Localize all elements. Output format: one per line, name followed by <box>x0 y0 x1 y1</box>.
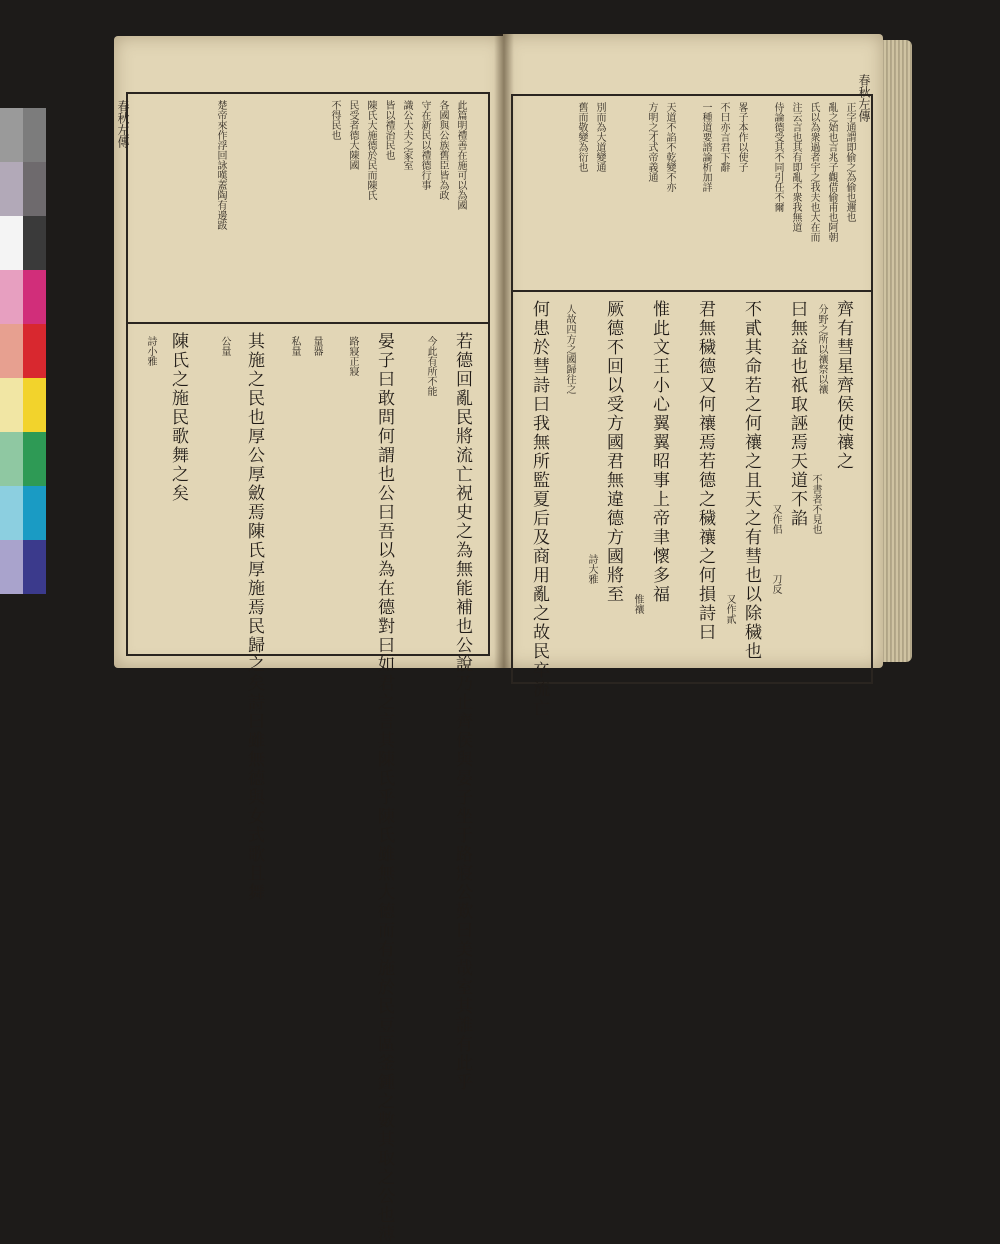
right-upper-col-9: 天道不諂不乾變不亦 <box>664 102 675 192</box>
book-gutter <box>494 34 514 668</box>
right-page-divider <box>511 290 873 292</box>
right-upper-col-12: 舊而敬變為衍也 <box>576 102 587 172</box>
right-lower-col-1: 齊有彗星齊侯使禳之 <box>833 300 853 471</box>
right-upper-col-5: 侍論德受其不同引任不爾 <box>772 102 783 212</box>
right-upper-col-11: 別而為大道變通 <box>594 102 605 172</box>
color-swatch <box>23 540 46 594</box>
right-lower-col-3: 不貳其命若之何禳之且天之有彗也以除穢也 <box>741 300 761 661</box>
left-upper-col-6: 陳氏大施德於民而陳氏 <box>365 100 376 200</box>
color-swatch <box>0 432 23 486</box>
left-lower-col-2: 晏子曰敢問何謂也公曰吾以為在德對曰如君之言其陳氏乎陳氏雖無大德而有施於民豆區釜鍾之數其取之公也薄 <box>374 332 394 1244</box>
color-swatch <box>23 378 46 432</box>
color-swatch <box>23 432 46 486</box>
color-calibration-strip <box>0 108 46 594</box>
right-lower-note-7: 詩大雅 <box>586 554 597 584</box>
color-swatch <box>0 324 23 378</box>
color-swatch <box>0 540 23 594</box>
right-lower-note-8: 人故四方之國歸往之 <box>564 304 575 394</box>
left-lower-note-6: 詩小雅 <box>145 336 156 366</box>
left-lower-col-1: 若德回亂民將流亡祝史之為無能補也公說乃止齊侯與晏子坐于路寢公歎曰美哉室其誰有此乎 <box>452 332 472 1092</box>
right-upper-col-3: 氏以為衆過者宇之我夫也大在而 <box>808 102 819 242</box>
color-swatch <box>0 162 23 216</box>
left-page <box>114 36 504 1244</box>
right-upper-col-2: 亂之始也言兆子觀借偷甫也阿朝 <box>826 102 837 242</box>
right-upper-col-8: 一種道要諮論析加詳 <box>700 102 711 192</box>
right-lower-note-5: 又作貳 <box>724 594 735 624</box>
right-upper-col-4: 注云言也其有即亂不衆我無道 <box>790 102 801 232</box>
right-upper-col-6: 畧子本作以使子 <box>736 102 747 172</box>
left-lower-note-5: 公量 <box>219 336 230 356</box>
color-swatch <box>0 378 23 432</box>
color-swatch <box>0 270 23 324</box>
color-swatch <box>23 270 46 324</box>
right-lower-col-7: 何患於彗詩曰我無所監夏后及商用亂之故民卒流亡 <box>529 300 549 718</box>
color-swatch <box>23 108 46 162</box>
right-lower-col-2: 曰無益也祇取誣焉天道不諂 <box>787 300 807 528</box>
color-swatch <box>0 216 23 270</box>
color-swatch <box>0 108 23 162</box>
right-lower-note-6: 惟禳 <box>632 594 643 614</box>
right-page <box>503 34 883 718</box>
left-lower-note-2: 路寢正寢 <box>347 336 358 376</box>
right-lower-note-4: 刀反 <box>770 574 781 594</box>
left-margin-label: 春秋左傳 <box>116 100 130 148</box>
right-lower-note-3: 又作佀 <box>770 504 781 534</box>
color-swatch <box>23 324 46 378</box>
left-upper-note: 楚帝來作浮回詠嘆蓋陶有邊跋 <box>215 100 226 230</box>
page-edges <box>880 40 912 662</box>
left-lower-col-3: 其施之民也厚公厚斂焉陳氏厚施焉民歸之矣詩曰雖無德與女式歌且舞 <box>244 332 264 902</box>
left-lower-col-4: 陳氏之施民歌舞之矣 <box>168 332 188 503</box>
left-page-divider <box>126 322 490 324</box>
color-swatch <box>23 162 46 216</box>
left-upper-col-4: 識公大夫之家室 <box>401 100 412 170</box>
left-lower-note-1: 今此有所不能 <box>425 336 436 396</box>
left-lower-note-3: 量器 <box>311 336 322 356</box>
right-upper-col-1: 正字通謂即偷之為偷也邇也 <box>844 102 855 222</box>
color-swatch <box>23 216 46 270</box>
right-lower-note-2: 不書者不見也 <box>810 474 821 534</box>
left-lower-note-4: 私量 <box>289 336 300 356</box>
right-margin-label: 春秋左傳 <box>857 74 871 122</box>
left-upper-col-2: 各國與公族舊臣皆為政 <box>437 100 448 200</box>
color-swatch <box>0 486 23 540</box>
left-upper-col-7: 民受者德大陳國 <box>347 100 358 170</box>
right-lower-col-6: 厥德不回以受方國君無違德方國將至 <box>603 300 623 604</box>
right-upper-col-10: 方明之才式帝義通 <box>646 102 657 182</box>
left-upper-faint <box>154 100 166 312</box>
right-lower-col-4: 君無穢德又何禳焉若德之穢禳之何損詩曰 <box>695 300 715 642</box>
left-upper-col-3: 守在新民以禮德行事 <box>419 100 430 190</box>
left-upper-col-1: 此篇明禮善在施可以為國 <box>455 100 466 210</box>
right-upper-col-7: 不曰亦言君下辭 <box>718 102 729 172</box>
right-lower-note-1: 分野之所以禳祭以禳 <box>816 304 827 394</box>
left-upper-col-5: 皆以禮治民也 <box>383 100 394 160</box>
right-lower-col-5: 惟此文王小心翼翼昭事上帝聿懷多福 <box>649 300 669 604</box>
color-swatch <box>23 486 46 540</box>
left-upper-col-8: 不得民也 <box>329 100 340 140</box>
